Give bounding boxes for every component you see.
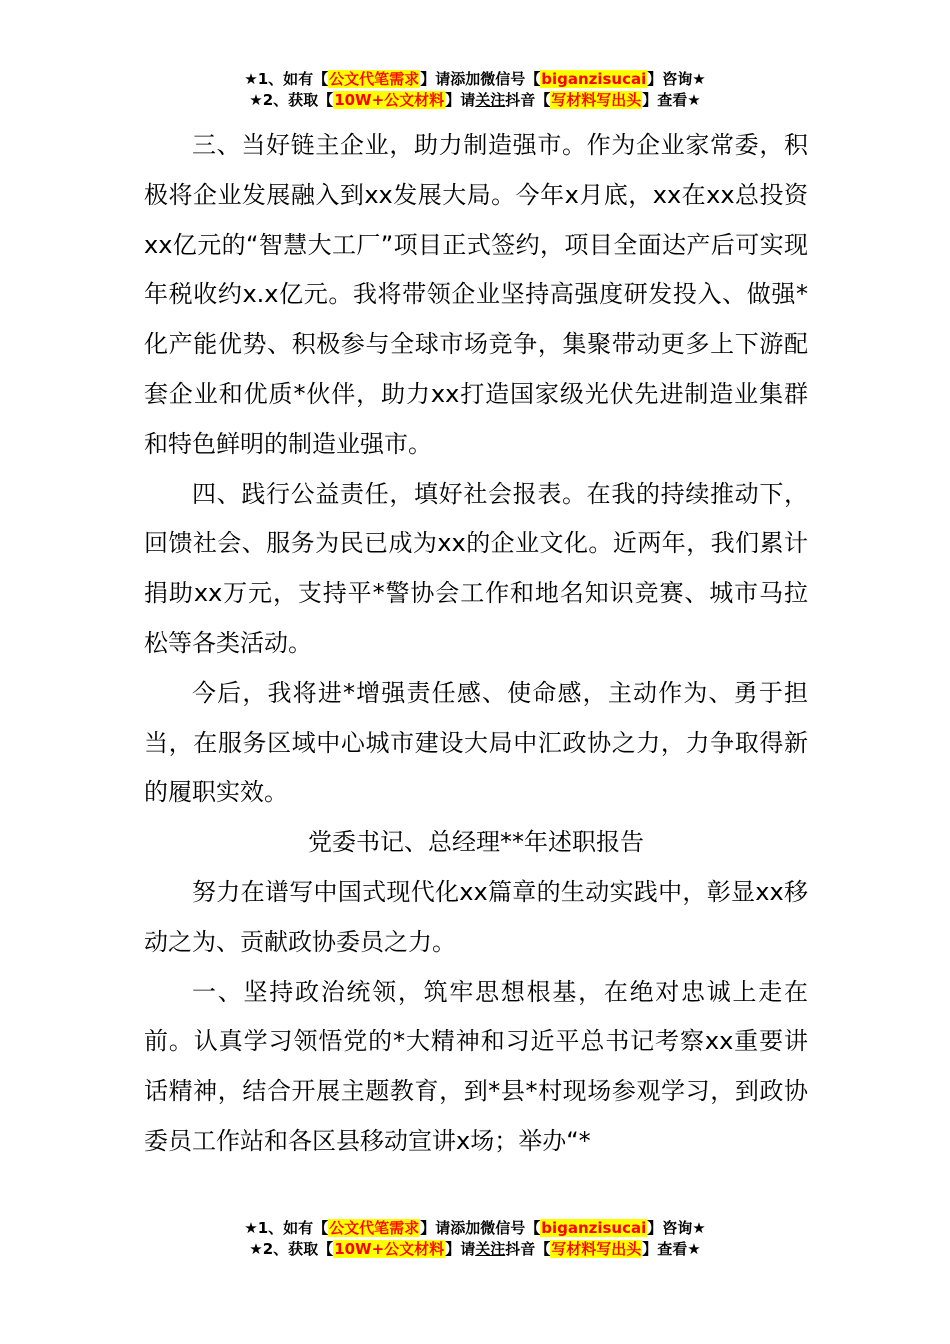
document-body bbox=[144, 121, 808, 1167]
highlight-douyin: 写材料写出头 bbox=[551, 91, 642, 109]
highlight-materials: 10W+公文材料 bbox=[334, 91, 445, 109]
banner-line-1: ★1、如有【公文代笔需求】请添加微信号【biganzisucai】咨询★ bbox=[244, 70, 706, 88]
report-title: 党委书记、总经理**年述职报告 bbox=[308, 828, 644, 857]
paragraph-conclusion: 今后，我将进*增强责任感、使命感，主动作为、勇于担当，在服务区域中心城市建设大局中汇政协之力，力争取得新的履职实效。 bbox=[144, 678, 808, 807]
banner-line-2: ★2、获取【10W+公文材料】请关注抖音【写材料写出头】查看★ bbox=[249, 91, 701, 109]
highlight-service: 公文代笔需求 bbox=[329, 70, 420, 88]
underline-follow-bottom: 关注 bbox=[475, 1240, 506, 1258]
paragraph-4: 四、践行公益责任，填好社会报表。在我的持续推动下，回馈社会、服务为民已成为xx的企业文化。近两年，我们累计捐助xx万元，支持平*警协会工作和地名知识竞赛、城市马拉松等各类活动。 bbox=[144, 479, 808, 657]
banner-line-1-bottom: ★1、如有【公文代笔需求】请添加微信号【biganzisucai】咨询★ bbox=[244, 1219, 706, 1237]
banner-line-2-bottom: ★2、获取【10W+公文材料】请关注抖音【写材料写出头】查看★ bbox=[249, 1240, 701, 1258]
highlight-materials-bottom: 10W+公文材料 bbox=[334, 1240, 445, 1258]
highlight-service-bottom: 公文代笔需求 bbox=[329, 1219, 420, 1237]
top-banner bbox=[0, 69, 950, 111]
highlight-wechat-id: biganzisucai bbox=[541, 70, 647, 88]
report-section-1: 一、坚持政治统领，筑牢思想根基，在绝对忠诚上走在前。认真学习领悟党的*大精神和习近平总书记考察xx重要讲话精神，结合开展主题教育，到*县*村现场参观学习，到政协委员工作站和各区县移动宣讲x场；举办“* bbox=[144, 977, 808, 1155]
bottom-banner bbox=[0, 1218, 950, 1260]
highlight-wechat-id-bottom: biganzisucai bbox=[541, 1219, 647, 1237]
underline-follow: 关注 bbox=[475, 91, 506, 109]
highlight-douyin-bottom: 写材料写出头 bbox=[551, 1240, 642, 1258]
report-intro: 努力在谱写中国式现代化xx篇章的生动实践中，彰显xx移动之为、贡献政协委员之力。 bbox=[144, 877, 808, 956]
paragraph-3: 三、当好链主企业，助力制造强市。作为企业家常委，积极将企业发展融入到xx发展大局。今年x月底，xx在xx总投资xx亿元的“智慧大工厂”项目正式签约，项目全面达产后可实现年税收约x.x亿元。我将带领企业坚持高强度研发投入、做强*化产能优势、积极参与全球市场竞争，集聚带动更多上下游配套企业和优质*伙伴，助力xx打造国家级光伏先进制造业集群和特色鲜明的制造业强市。 bbox=[144, 131, 808, 458]
